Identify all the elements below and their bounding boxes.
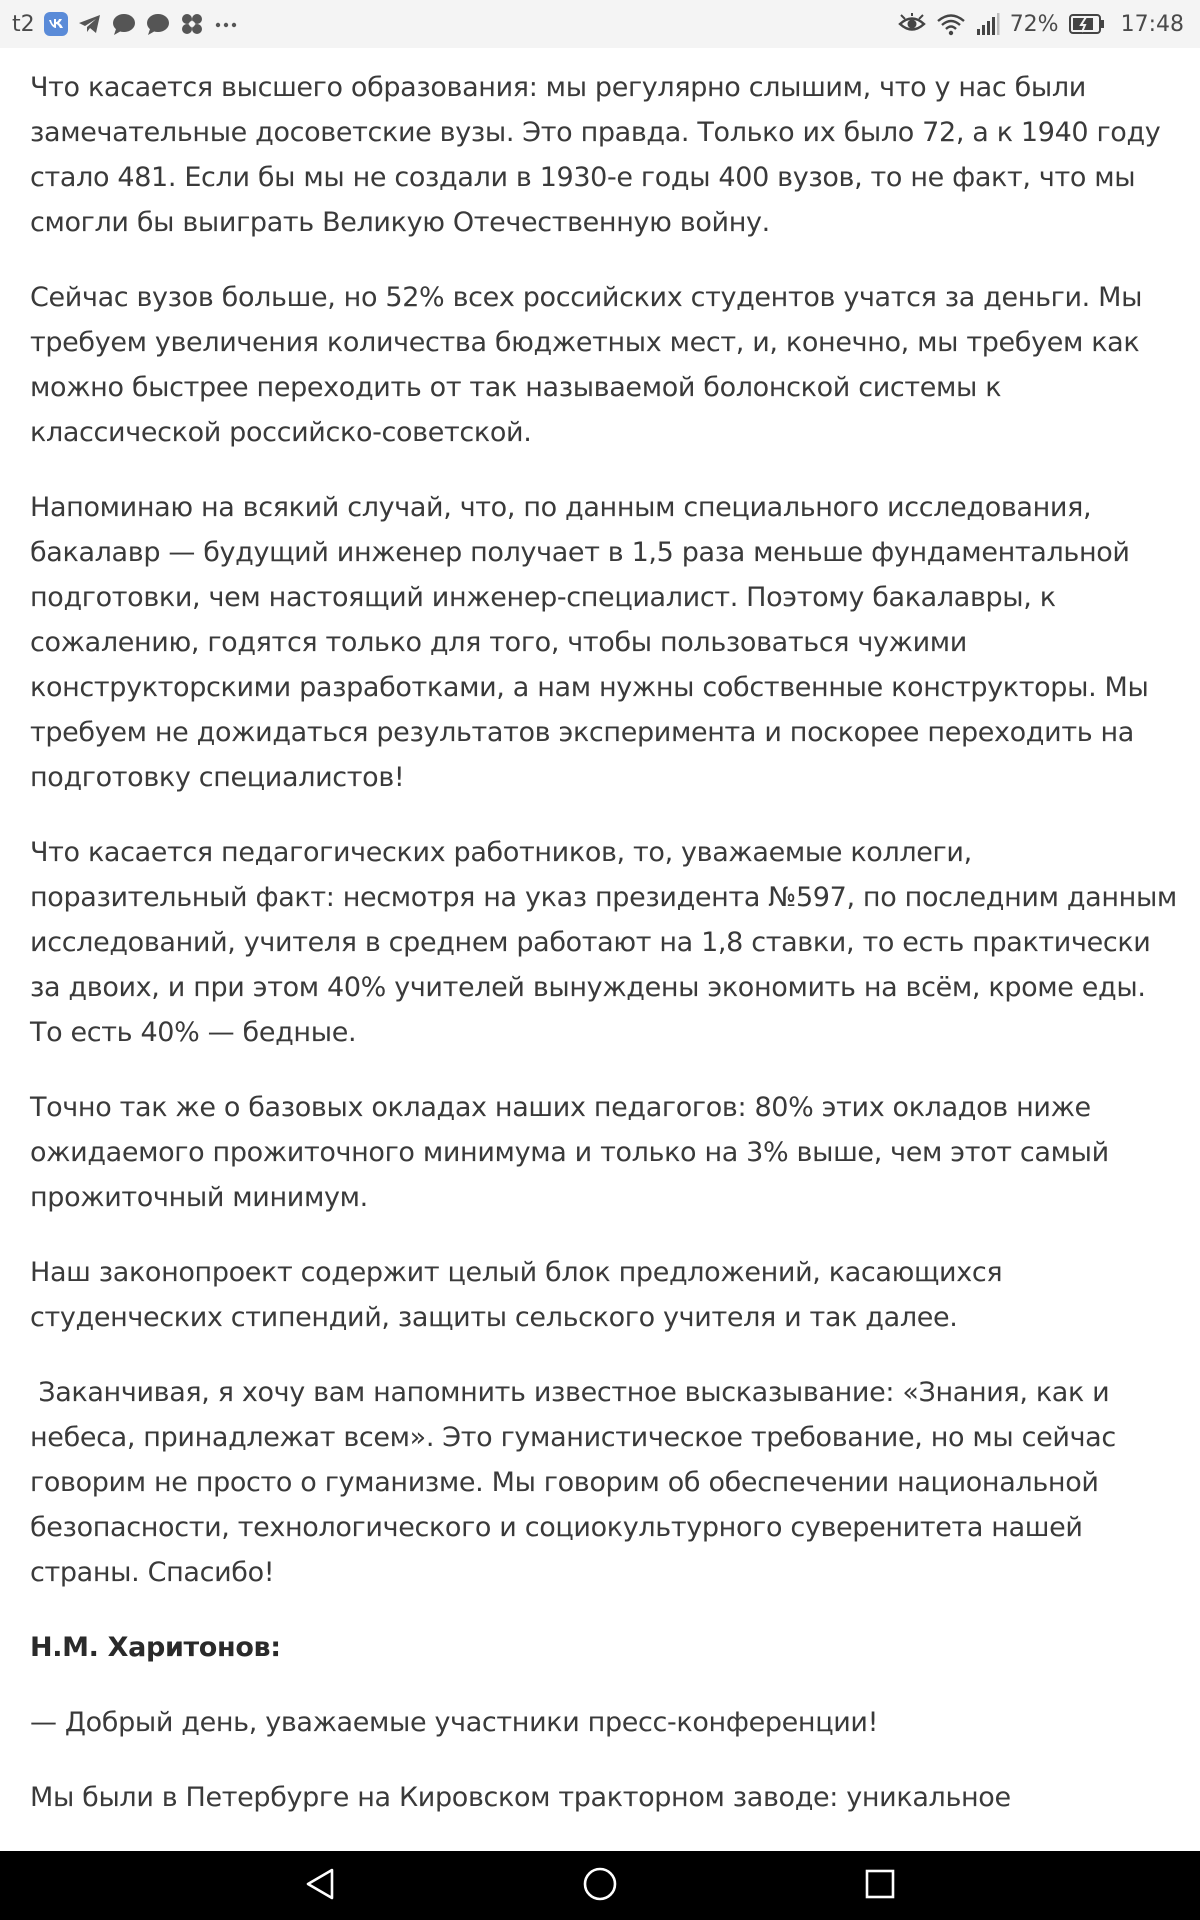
- article-paragraph: Сейчас вузов больше, но 52% всех российских студентов учатся за деньги. Мы требуем увеличения количества бюджетных мест, и, конечно, мы требуем как можно быстрее переходить от так называемой болонской системы к классической российско-советской.: [30, 282, 1151, 448]
- article-body: [30, 0, 1186, 1850]
- article-paragraph: Наш законопроект содержит целый блок предложений, касающихся студенческих стипендий, защиты сельского учителя и так далее.: [30, 1257, 1011, 1333]
- home-button[interactable]: [540, 1851, 660, 1920]
- wifi-icon: [936, 12, 966, 36]
- battery-icon: [1069, 13, 1105, 35]
- status-left: [12, 0, 239, 48]
- recent-square-icon: [864, 1868, 896, 1904]
- more-dots-icon: [213, 11, 239, 37]
- vk-icon: [43, 11, 69, 37]
- clock: 17:48: [1120, 11, 1184, 37]
- article-paragraph: Точно так же о базовых окладах наших педагогов: 80% этих окладов ниже ожидаемого прожиточного минимума и только на 3% выше, чем этот самый прожиточный минимум.: [30, 1092, 1118, 1213]
- carrier-label: t2: [12, 11, 35, 37]
- eye-icon: [898, 12, 926, 36]
- article-paragraph: Заканчивая, я хочу вам напомнить известное высказывание: «Знания, как и небеса, принадлежат всем». Это гуманистическое требование, но мы сейчас говорим не просто о гуманизме. Мы говорим об обеспечении национальной безопасности, технологического и социокультурного суверенитета нашей страны. Спасибо!: [30, 1377, 1125, 1588]
- home-circle-icon: [582, 1866, 618, 1906]
- article-paragraph: Что касается высшего образования: мы регулярно слышим, что у нас были замечательные досоветские вузы. Это правда. Только их было 72, а к 1940 году стало 481. Если бы мы не создали в 1930-е годы 400 вузов, то не факт, что мы смогли бы выиграть Великую Отечественную войну.: [30, 72, 1169, 238]
- navigation-bar: [0, 1851, 1200, 1920]
- recent-apps-button[interactable]: [820, 1851, 940, 1920]
- telegram-icon: [77, 11, 103, 37]
- article-paragraph: Мы были в Петербурге на Кировском тракторном заводе: уникальное: [30, 1782, 1011, 1813]
- back-button[interactable]: [260, 1851, 380, 1920]
- battery-percent: 72%: [1009, 11, 1059, 37]
- status-bar: [0, 0, 1200, 48]
- status-right: [898, 0, 1184, 48]
- article-paragraph: — Добрый день, уважаемые участники пресс-конференции!: [30, 1707, 879, 1738]
- speaker-name: Н.М. Харитонов:: [30, 1632, 281, 1663]
- signal-icon: [976, 12, 1000, 36]
- article-paragraph: Напоминаю на всякий случай, что, по данным специального исследования, бакалавр — будущий инженер получает в 1,5 раза меньше фундаментальной подготовки, чем настоящий инженер-специалист. Поэтому бакалавры, к сожалению, годятся только для того, чтобы пользоваться чужими конструкторскими разработками, а нам нужны собственные конструкторы. Мы требуем не дожидаться результатов эксперимента и поскорее переходить на подготовку специалистов!: [30, 492, 1157, 793]
- article-paragraph: Что касается педагогических работников, то, уважаемые коллеги, поразительный факт: несмотря на указ президента №597, по последним данным исследований, учителя в среднем работают на 1,8 ставки, то есть практически за двоих, и при этом 40% учителей вынуждены экономить на всём, кроме еды. То есть 40% — бедные.: [30, 837, 1186, 1048]
- chat-icon: [111, 11, 137, 37]
- back-triangle-icon: [304, 1867, 336, 1905]
- chat-icon: [145, 11, 171, 37]
- pinwheel-icon: [179, 11, 205, 37]
